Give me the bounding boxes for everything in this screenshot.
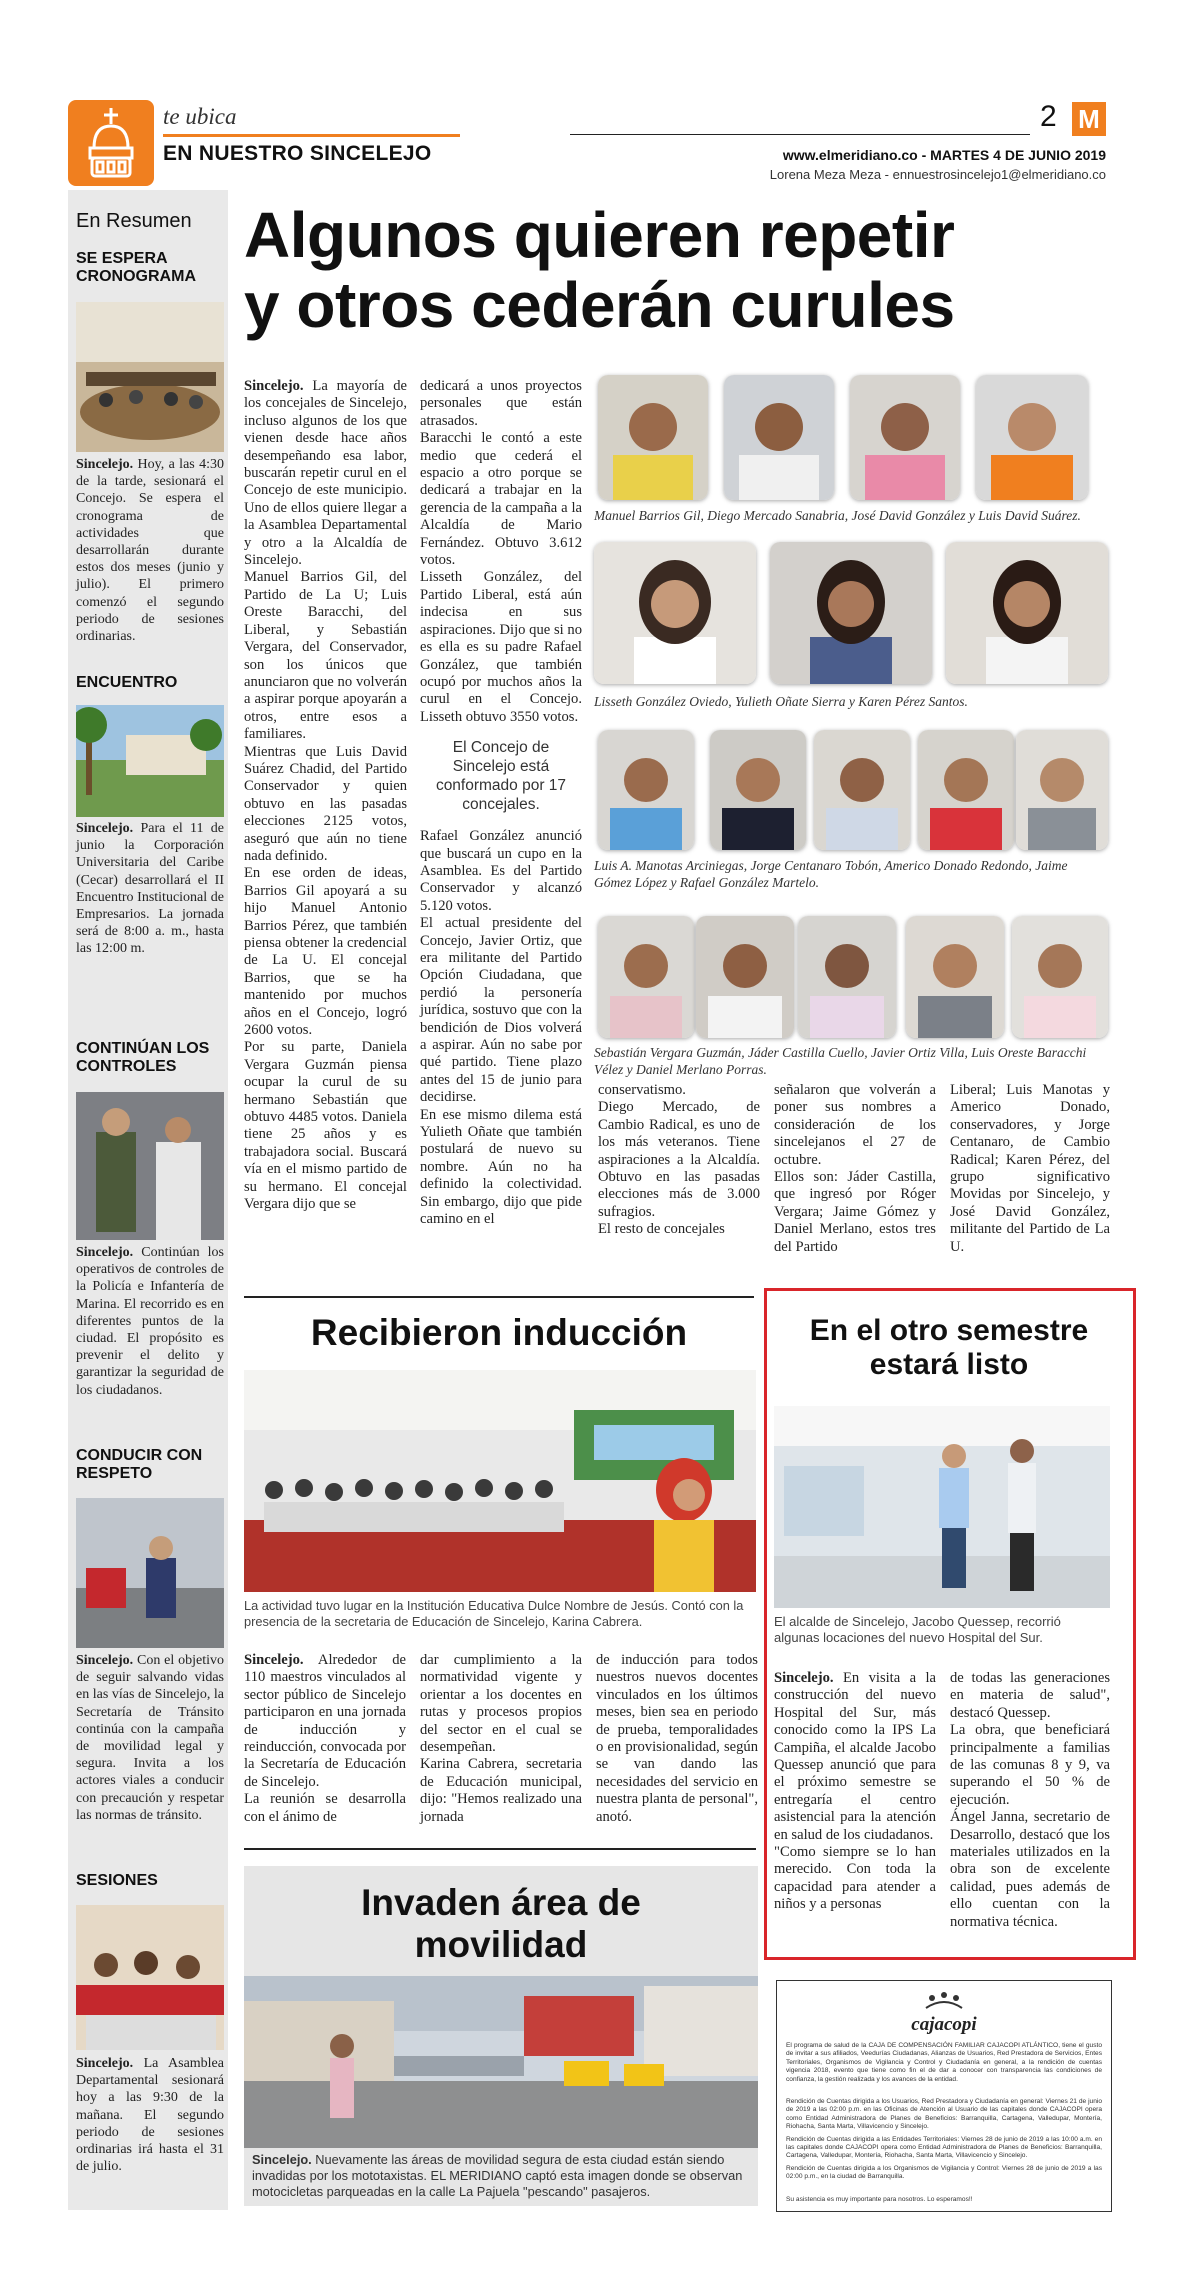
main-column-2 (420, 378, 582, 1228)
article-lead: Sincelejo. (774, 1670, 834, 1686)
invaden-headline (244, 1882, 758, 1966)
sidebar-text (76, 1244, 224, 1399)
article-paragraph: Diego Mercado, de Cambio Radical, es uno de los más veteranos. Tiene aspiraciones a la Alcaldía. Obtuvo en las pasadas elecciones más de 3.000 sufragios. (598, 1099, 760, 1220)
section-underline (163, 134, 460, 137)
photo-caption: Sebastián Vergara Guzmán, Jáder Castilla Cuello, Javier Ortiz Villa, Luis Oreste Baracchi Vélez y Daniel Merlano Porras. (594, 1045, 1087, 1077)
portrait-luis-david-suarez (976, 375, 1088, 500)
induccion-column-1 (244, 1652, 406, 1826)
article-paragraph: Alrededor de 110 maestros vinculados al sector público de Sincelejo participaron en una jornada de inducción y reinducción, convocada por la Secretaría de Educación de Sincelejo. (244, 1652, 406, 1790)
invaden-headline-line1: Invaden área de (361, 1882, 641, 1923)
portrait-manuel-barrios (598, 375, 708, 500)
sidebar-body: Hoy, a las 4:30 de la tarde, sesionará el Concejo. Se espera el cronograma de actividades que desarrollarán durante estos dos meses (junio y julio). El primero comenzó el segundo periodo de sesiones ordinarias. (76, 457, 224, 645)
portrait-rafael-gonzalez (1016, 730, 1108, 850)
site-date: www.elmeridiano.co - MARTES 4 DE JUNIO 2019 (782, 147, 1106, 163)
article-paragraph: Ángel Janna, secretario de Desarrollo, destacó que los materiales utilizados en la obra son de excelente calidad, pues además de ello cuentan con la normativa técnica. (950, 1809, 1110, 1930)
main-column-1 (244, 378, 407, 1214)
article-paragraph: Liberal; Luis Manotas y Americo Donado, conservadores, y Jorge Centanaro, de Cambio Radical; Karen Pérez, del grupo significativo Movidas por Sincelejo, y José David González, militante del Partido de La U. (950, 1082, 1110, 1255)
main-column-4 (774, 1082, 936, 1256)
brand-logo: M (1072, 102, 1106, 136)
sidebar-heading: CONTINÚAN LOS CONTROLES (76, 1040, 210, 1075)
cajacopi-logo-icon (918, 1990, 970, 2016)
header-rule (570, 134, 1030, 135)
sidebar-photo-asamblea (76, 1905, 224, 2050)
article-paragraph: Ellos son: Jáder Castilla, que ingresó por Róger Vergara; Jaime Gómez y Daniel Merlano, estos tres del Partido (774, 1169, 936, 1255)
article-paragraph: El actual presidente del Concejo, Javier Ortiz, que era militante del Partido Opción Ciudadana, que perdió la personería jurídica, sostuvo que con la bendición de Dios volverá a aspirar. Aún no sabe por qué partido. Tiene plazo antes del 15 de junio para decidirse. (420, 915, 582, 1106)
sidebar-text (76, 820, 224, 958)
invaden-caption-text: Nuevamente las áreas de movilidad segura de esta ciudad están siendo invadidas por los mototaxistas. EL MERIDIANO captó esta imagen donde se observan motocicletas parqueadas en la calle La Pajuela "pescando" pasajeros. (252, 2152, 743, 2199)
cajacopi-bullet: Rendición de Cuentas dirigida a los Organismos de Vigilancia y Control: Viernes 28 de junio de 2019 a las 02:00 p.m., en la ciudad de Barranquilla. (786, 2164, 1102, 2181)
sidebar-photo-police (76, 1092, 224, 1240)
section-big-title: EN NUESTRO SINCELEJO (163, 142, 432, 165)
article-paragraph: El resto de concejales (598, 1221, 725, 1238)
main-headline (244, 200, 1124, 340)
invaden-caption-lead: Sincelejo. (252, 2152, 312, 2167)
sidebar-lead: Sincelejo. (76, 1653, 134, 1668)
article-paragraph: Baracchi le contó a este medio que cederá el espacio a otro porque se dedicará a trabajar en la gerencia de la campaña a la Alcaldía de Mario Fernández. Obtuvo 3.612 votos. (420, 430, 582, 569)
sidebar-photo-concejo (76, 302, 224, 452)
article-paragraph: dedicará a unos proyectos personales que están atrasados. (420, 378, 582, 429)
semestre-column-2 (950, 1670, 1110, 1931)
portrait-lisseth-gonzalez (594, 542, 756, 684)
portrait-jorge-centanaro (710, 730, 806, 850)
induccion-photo (244, 1370, 756, 1592)
article-paragraph: En ese orden de ideas, Barrios Gil apoyará a su hijo Manuel Antonio Barrios Pérez, que también piensa obtener la credencial de La U. El concejal Barrios, que se ha mantenido por muchos años en el Concejo, logró 2600 votos. (244, 865, 407, 1039)
article-lead: Sincelejo. (244, 1652, 304, 1668)
article-paragraph: La obra, que beneficiará principalmente a familias de las comunas 8 y 9, va superando el 50 % de ejecución. (950, 1722, 1110, 1808)
article-paragraph: Mientras que Luis David Suárez Chadid, del Partido Conservador y quien obtuvo en las pasadas elecciones 2125 votos, aseguró que aún no tiene nada definido. (244, 743, 407, 864)
article-paragraph: Lisseth González, del Partido Liberal, está aún indecisa en sus aspiraciones. Dijo que si no es ella es su padre Rafael González, que también ocupó por muchos años la curul en el Concejo. Lisseth obtuvo 3550 votos. (420, 569, 582, 725)
section-logo (68, 100, 154, 186)
cajacopi-bullet: Rendición de Cuentas dirigida a los Usuarios, Red Prestadora y Ciudadanía en general: Viernes 21 de junio de 2019 a las 02:00 p.m. en las Oficinas de Atención al Usuario de las capitales donde CAJACOPI opera como Entidad Administradora de Planes de Beneficios: Barranquilla, Cartagena, Valledupar, Montería, Riohacha, Santa Marta, Villavicencio y Sincelejo. (786, 2098, 1102, 2131)
sidebar-text (76, 456, 224, 645)
portrait-luis-oreste-baracchi (906, 916, 1004, 1038)
article-paragraph: La mayoría de los concejales de Sincelejo, incluso algunos de los que vienen desde hace años desempeñando esa labor, buscarán repetir curul en el Concejo de este municipio. Uno de ellos quiere llegar a la Asamblea Departamental y otro a la Alcaldía de Sincelejo. (244, 378, 407, 569)
pullquote: El Concejo de Sincelejo está conformado por 17 concejales. (435, 739, 567, 814)
invaden-photo (244, 1976, 758, 2148)
sidebar-heading: SESIONES (76, 1872, 158, 1889)
photo-caption: Manuel Barrios Gil, Diego Mercado Sanabria, José David González y Luis David Suárez. (594, 508, 1081, 523)
invaden-caption (252, 2152, 752, 2200)
article-paragraph: "Como siempre se lo han merecido. Con toda la capacidad para atender a niños y a personas (774, 1844, 936, 1913)
sidebar-lead: Sincelejo. (76, 2056, 134, 2071)
main-column-3 (598, 1082, 760, 1239)
section-divider (244, 1848, 756, 1850)
sidebar-body: Para el 11 de junio la Corporación Universitaria del Caribe (Cecar) desarrollará el II Encuentro Institucional de Empresarios. La jornada será de 8:00 a. m., hasta las 12:00 m. (76, 821, 224, 957)
section-small-title: te ubica (163, 104, 237, 129)
main-headline-line2: y otros cederán curules (244, 269, 955, 341)
page-number: 2 (1040, 100, 1057, 133)
induccion-column-3 (596, 1652, 758, 1826)
sidebar-body: Con el objetivo de seguir salvando vidas en las vías de Sincelejo, la Secretaría de Tránsito continúa con la campaña de movilidad legal y segura. Invita a los actores viales a conducir con precaución y respetar las normas de tránsito. (76, 1653, 224, 1823)
article-paragraph: Rafael González anunció que buscará un cupo en la Asamblea. Es del Partido Conservador y alcanzó 5.120 votos. (420, 828, 582, 914)
article-paragraph: de todas las generaciones en materia de salud", destacó Quessep. (950, 1670, 1110, 1721)
article-paragraph: Karina Cabrera, secretaria de Educación municipal, dijo: "Hemos realizado una jornada (420, 1756, 582, 1825)
article-paragraph: señalaron que volverán a poner sus nombres a consideración de los sincelejanos el 27 de octubre. (774, 1082, 936, 1168)
portrait-sebastian-vergara (598, 916, 694, 1038)
portrait-jaime-gomez (918, 730, 1014, 850)
sidebar-text (76, 1652, 224, 1824)
sidebar-photo-traffic (76, 1498, 224, 1648)
sidebar-lead: Sincelejo. (76, 1245, 134, 1260)
sidebar-lead: Sincelejo. (76, 457, 134, 472)
cajacopi-footer: Su asistencia es muy importante para nosotros. Lo esperamos!! (786, 2196, 973, 2203)
article-paragraph: Manuel Barrios Gil, del Partido de La U; Luis Oreste Baracchi, del Liberal, y Sebastián Vergara, del Conservador, son los únicos que anunciaron que no volverán a aspirar porque apoyarán a otros, entre esos a familiares. (244, 569, 407, 743)
portrait-karen-perez (946, 542, 1108, 684)
sidebar-body: Continúan los operativos de controles de la Policía e Infantería de Marina. El recorrido es en diferentes puntos de la ciudad. El propósito es prevenir el delito y garantizar la seguridad de los ciudadanos. (76, 1245, 224, 1398)
article-paragraph: conservatismo. (598, 1082, 686, 1098)
main-headline-line1: Algunos quieren repetir (244, 199, 955, 271)
article-paragraph: En visita a la construcción del nuevo Hospital del Sur, más conocido como la IPS La Campiña, el alcalde Jacobo Quessep anunció que para el próximo semestre se entregaría el centro asistencial para la atención en salud de los ciudadanos. (774, 1670, 936, 1843)
sidebar-title: En Resumen (76, 210, 192, 232)
cajacopi-brand: cajacopi (911, 2014, 977, 2035)
portrait-jader-castilla (696, 916, 794, 1038)
portrait-javier-ortiz (798, 916, 896, 1038)
sidebar-heading: ENCUENTRO (76, 674, 178, 691)
portrait-daniel-merlano (1012, 916, 1108, 1038)
induccion-caption: La actividad tuvo lugar en la Institución Educativa Dulce Nombre de Jesús. Contó con la presencia de la secretaria de Educación de Sincelejo, Karina Cabrera. (244, 1598, 744, 1629)
article-paragraph: Por su parte, Daniela Vergara Guzmán piensa ocupar la curul de su hermano Sebastián que obtuvo 4485 votos. Daniela tiene 25 años y es trabajadora social. Buscará vía en el mismo partido de su hermano. El concejal Vergara dijo que se (244, 1039, 407, 1213)
sidebar-body: La Asamblea Departamental sesionará hoy a las 9:30 de la mañana. El segundo periodo de sesiones ordinarias irá hasta el 31 de julio. (76, 2056, 224, 2175)
induccion-column-2 (420, 1652, 582, 1826)
photo-caption: Luis A. Manotas Arciniegas, Jorge Centanaro Tobón, Americo Donado Redondo, Jaime Gómez López y Rafael González Martelo. (594, 858, 1068, 890)
main-column-5 (950, 1082, 1110, 1256)
article-paragraph: de inducción para todos nuestros nuevos docentes vinculados en los últimos meses, bien sea en periodo de prueba, temporalidades o en provisionalidad, según se van dando las necesidades del servicio en nuestra planta de personal", anotó. (596, 1652, 758, 1825)
semestre-caption: El alcalde de Sincelejo, Jacobo Quessep, recorrió algunas locaciones del nuevo Hospital del Sur. (774, 1614, 1061, 1645)
sidebar-text (76, 2055, 224, 2175)
cajacopi-intro: El programa de salud de la CAJA DE COMPENSACIÓN FAMILIAR CAJACOPI ATLÁNTICO, tiene el gusto de invitar a sus afiliados, Veedurías Ciudadanas, Alianzas de Usuarios, Red Prestadora de Servicios, Entes Territoriales, Organismos de Vigilancia y Control y Ciudadanía en general, a la rendición de cuentas vigencia 2018, evento que tiene como fin el de dar a conocer con transparencia las condiciones de confianza, la gestión realizada y los avances de la entidad. (786, 2042, 1102, 2083)
article-paragraph: dar cumplimiento a la normatividad vigente y orientar a los docentes en rutas y procesos propios del sector en el cual se desempeñan. (420, 1652, 582, 1756)
section-divider (244, 1296, 754, 1298)
portrait-luis-manotas (598, 730, 694, 850)
portrait-diego-mercado (724, 375, 834, 500)
sidebar-photo-campus (76, 705, 224, 817)
semestre-headline: En el otro semestre estará listo (809, 1314, 1089, 1381)
induccion-headline: Recibieron inducción (310, 1312, 688, 1353)
cajacopi-bullet: Rendición de Cuentas dirigida a las Entidades Territoriales: Viernes 28 de junio de 2019 a las 10:00 a.m. en las capitales donde CAJACOPI opera como Entidad Administradora de Planes de Beneficios: Barranquilla, Cartagena, Valledupar, Montería, Riohacha, Santa Marta, Villavicencio y Sincelejo. (786, 2135, 1102, 2160)
sidebar-heading: SE ESPERA CRONOGRAMA (76, 250, 196, 285)
semestre-column-1 (774, 1670, 936, 1914)
article-lead: Sincelejo. (244, 378, 304, 394)
article-paragraph: En ese mismo dilema está Yulieth Oñate que también postulará de nuevo su nombre. Aún no ha definido la colectividad. Sin embargo, dijo que pide camino en el (420, 1106, 582, 1228)
portrait-jose-david-gonzalez (850, 375, 960, 500)
article-paragraph: La reunión se desarrolla con el ánimo de (244, 1791, 406, 1825)
church-icon (68, 100, 154, 186)
photo-caption: Lisseth González Oviedo, Yulieth Oñate Sierra y Karen Pérez Santos. (594, 694, 968, 709)
sidebar-lead: Sincelejo. (76, 821, 134, 836)
invaden-headline-line2: movilidad (414, 1924, 588, 1965)
portrait-americo-donado (814, 730, 910, 850)
sidebar-heading: CONDUCIR CON RESPETO (76, 1447, 203, 1482)
cajacopi-bullets (786, 2098, 1102, 2182)
semestre-photo (774, 1406, 1110, 1608)
author-line: Lorena Meza Meza - ennuestrosincelejo1@elmeridiano.co (769, 167, 1106, 182)
portrait-yulieth-onate (770, 542, 932, 684)
